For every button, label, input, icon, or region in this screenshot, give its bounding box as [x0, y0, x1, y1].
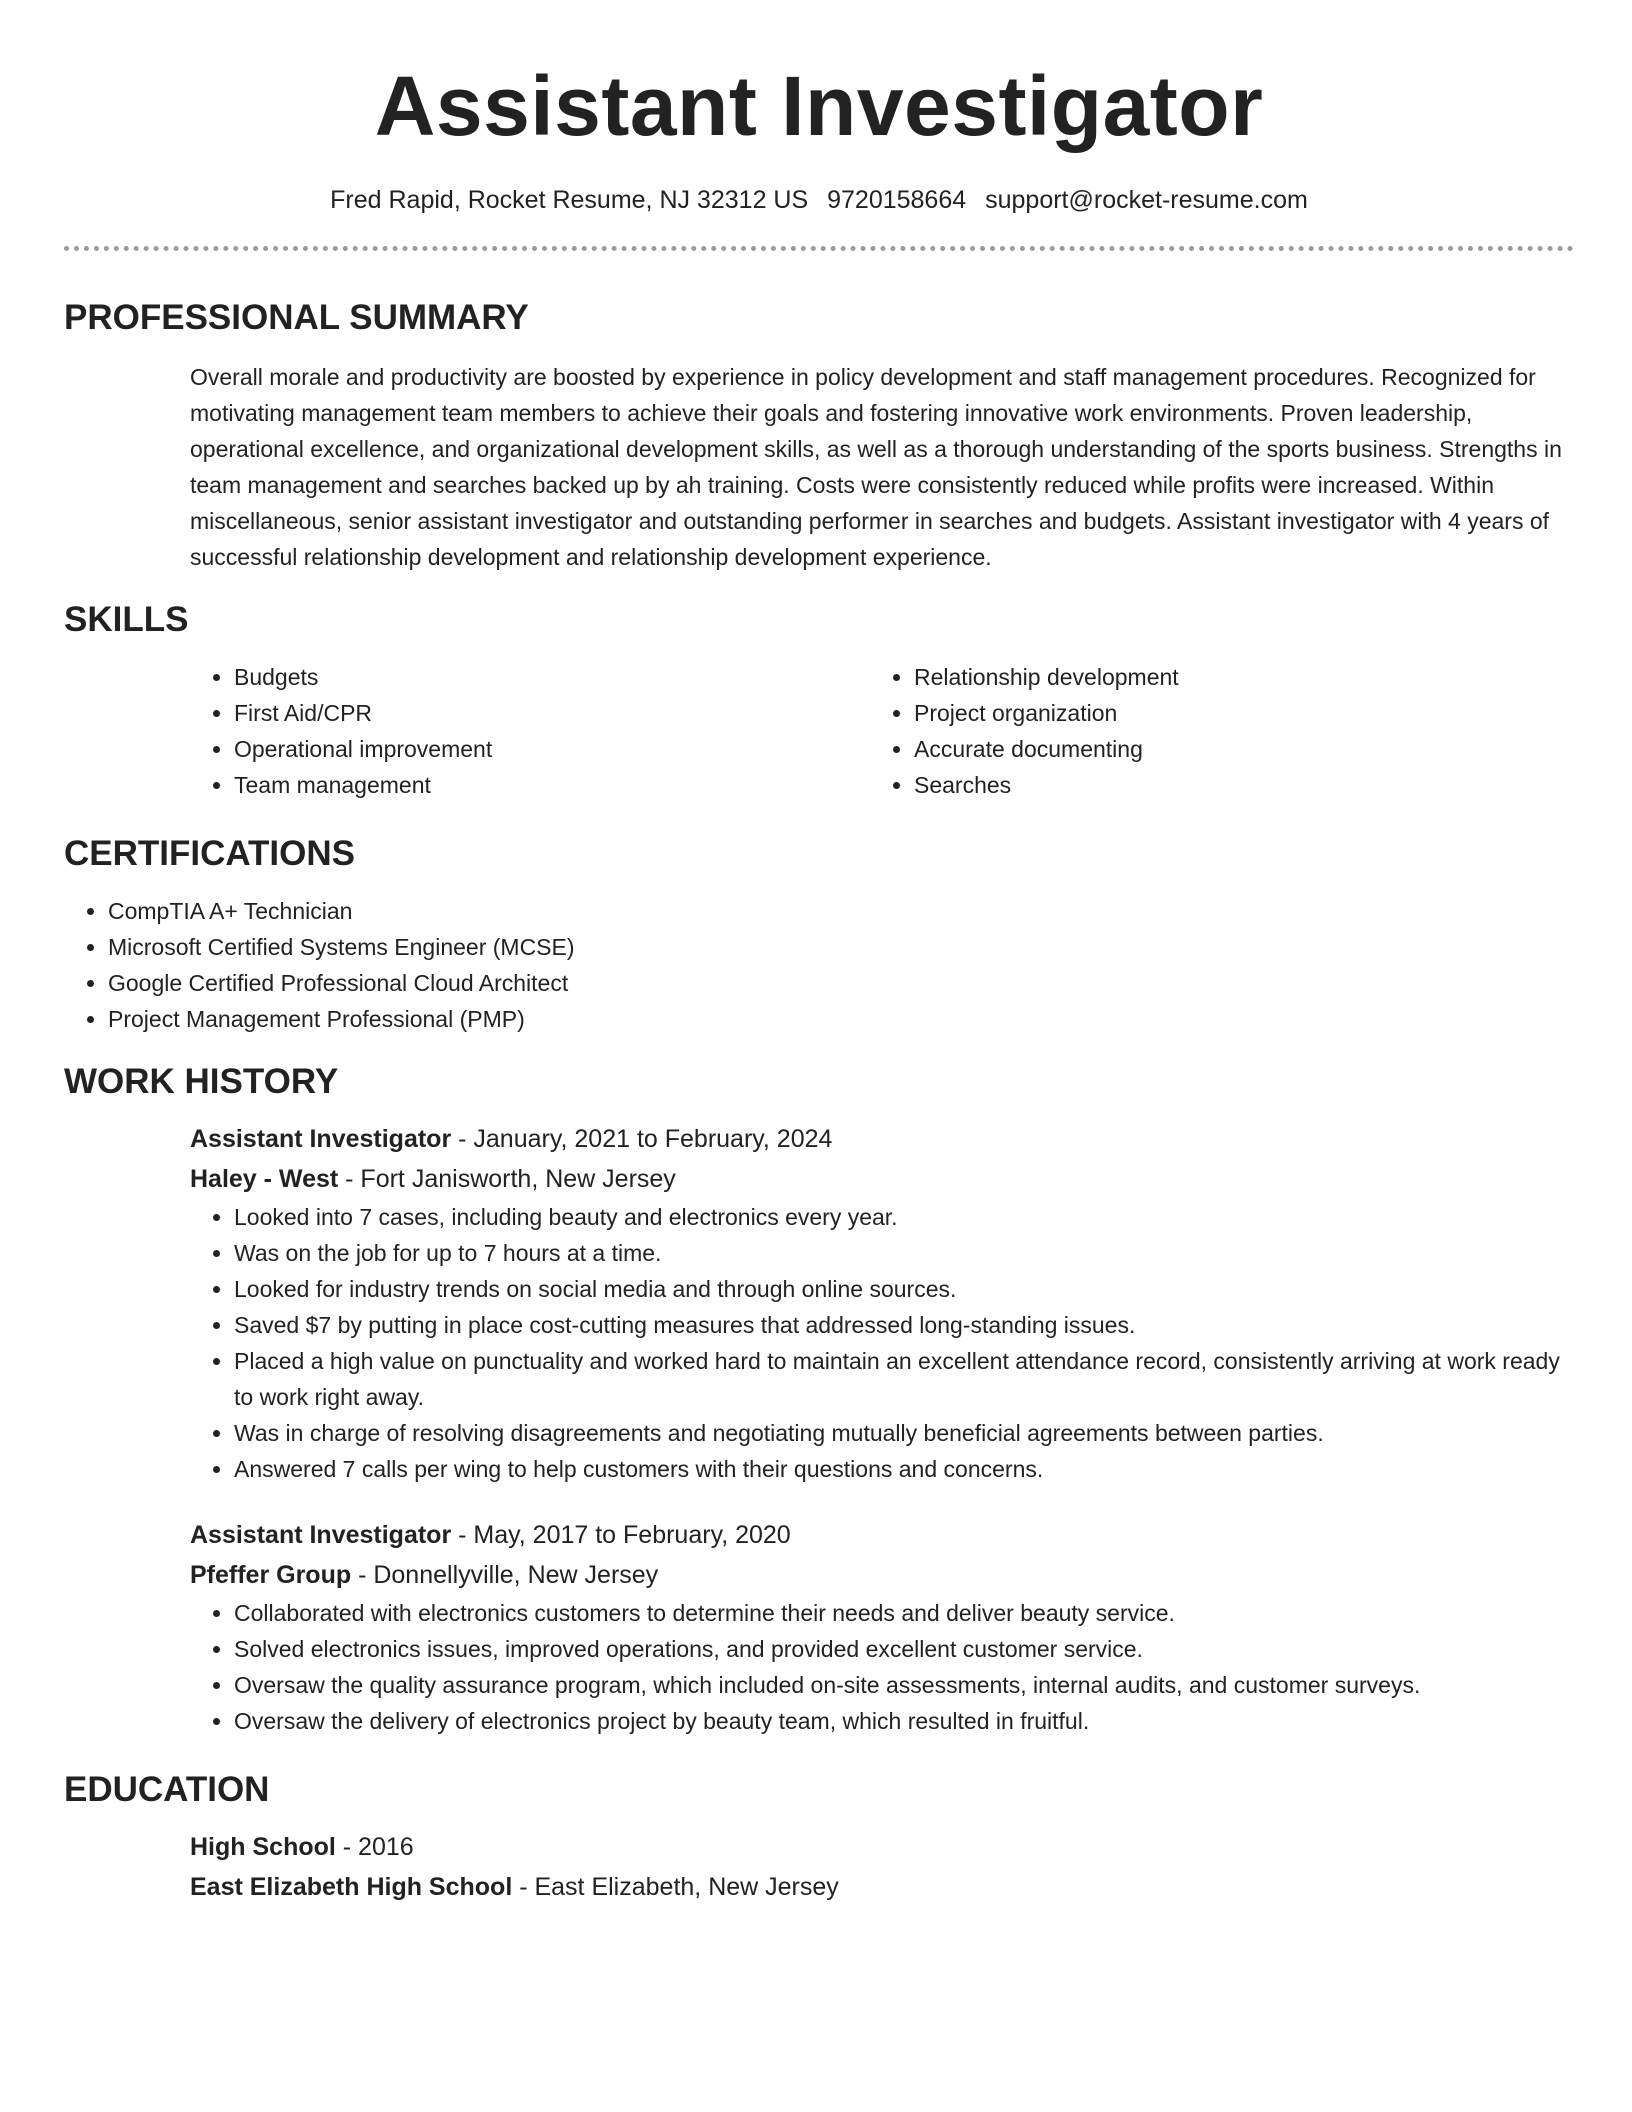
- skill-item: • Budgets: [234, 659, 870, 695]
- skill-item: • Operational improvement: [234, 731, 870, 767]
- header-divider: [64, 246, 1574, 251]
- education-school-line: [190, 1867, 1574, 1907]
- skill-item: • Relationship development: [914, 659, 1550, 695]
- job-company-line: [190, 1555, 1574, 1595]
- job-location: - Donnellyville, New Jersey: [351, 1561, 659, 1589]
- skills-column-right: [870, 659, 1550, 803]
- candidate-name: Assistant Investigator: [374, 59, 1264, 153]
- certification-item: • Google Certified Professional Cloud Architect: [108, 965, 1574, 1001]
- skills-column-left: [190, 659, 870, 803]
- job-duty: • Oversaw the quality assurance program, which included on-site assessments, internal audits, and customer surveys.: [234, 1667, 1574, 1703]
- job-entry: [190, 1119, 1574, 1487]
- skill-item: • Accurate documenting: [914, 731, 1550, 767]
- job-entry: [190, 1515, 1574, 1739]
- skill-item: • Searches: [914, 767, 1550, 803]
- contact-address: Fred Rapid, Rocket Resume, NJ 32312 US: [330, 186, 809, 214]
- certification-item: • Microsoft Certified Systems Engineer (MCSE): [108, 929, 1574, 965]
- job-duty: • Answered 7 calls per wing to help customers with their questions and concerns.: [234, 1451, 1574, 1487]
- contact-email: support@rocket-resume.com: [985, 186, 1308, 214]
- job-company-line: [190, 1159, 1574, 1199]
- job-duty: • Oversaw the delivery of electronics project by beauty team, which resulted in fruitful.: [234, 1703, 1574, 1739]
- resume-page: [64, 0, 1574, 1907]
- skills-section: [64, 599, 1574, 803]
- summary-section: [64, 297, 1574, 575]
- job-dates: - January, 2021 to February, 2024: [451, 1125, 833, 1153]
- job-duties-list: [190, 1595, 1574, 1739]
- certifications-list: [64, 893, 1574, 1037]
- skills-list-right: [870, 659, 1550, 803]
- job-title-line: [190, 1119, 1574, 1159]
- job-company: Haley - West: [190, 1165, 339, 1193]
- education-entry: [190, 1827, 1574, 1907]
- summary-heading: PROFESSIONAL SUMMARY: [64, 298, 529, 337]
- job-dates: - May, 2017 to February, 2020: [451, 1521, 791, 1549]
- education-location: - East Elizabeth, New Jersey: [512, 1873, 839, 1901]
- education-section: [64, 1769, 1574, 1907]
- education-heading: EDUCATION: [64, 1770, 270, 1809]
- summary-text: Overall morale and productivity are boosted by experience in policy development and staff management procedures. Recognized for motivating management team members to achieve their goals and fostering innovative work environments. Proven leadership, operational excellence, and organizational development skills, as well as a thorough understanding of the sports business. Strengths in team management and searches backed up by ah training. Costs were consistently reduced while profits were increased. Within miscellaneous, senior assistant investigator and outstanding performer in searches and budgets. Assistant investigator with 4 years of successful relationship development and relationship development experience.: [190, 364, 1562, 570]
- skill-item: • Project organization: [914, 695, 1550, 731]
- job-duties-list: [190, 1199, 1574, 1487]
- job-duty: • Placed a high value on punctuality and worked hard to maintain an excellent attendance record, consistently arriving at work ready to work right away.: [234, 1343, 1574, 1415]
- education-degree: High School: [190, 1833, 336, 1861]
- work-history-section: [64, 1061, 1574, 1739]
- job-role: Assistant Investigator: [190, 1125, 452, 1153]
- certifications-section: [64, 833, 1574, 1037]
- certifications-heading: CERTIFICATIONS: [64, 834, 356, 873]
- skill-item: • First Aid/CPR: [234, 695, 870, 731]
- job-location: - Fort Janisworth, New Jersey: [338, 1165, 676, 1193]
- skill-item: • Team management: [234, 767, 870, 803]
- job-duty: • Was in charge of resolving disagreements and negotiating mutually beneficial agreements between parties.: [234, 1415, 1574, 1451]
- skills-heading: SKILLS: [64, 600, 189, 639]
- skills-list-left: [190, 659, 870, 803]
- contact-phone: 9720158664: [827, 186, 967, 214]
- job-duty: • Was on the job for up to 7 hours at a time.: [234, 1235, 1574, 1271]
- job-role: Assistant Investigator: [190, 1521, 452, 1549]
- skills-grid: [190, 659, 1574, 803]
- education-year: - 2016: [335, 1833, 414, 1861]
- job-duty: • Looked into 7 cases, including beauty and electronics every year.: [234, 1199, 1574, 1235]
- work-history-heading: WORK HISTORY: [64, 1062, 339, 1101]
- certification-item: • CompTIA A+ Technician: [108, 893, 1574, 929]
- job-duty: • Collaborated with electronics customers to determine their needs and deliver beauty service.: [234, 1595, 1574, 1631]
- job-duty: • Saved $7 by putting in place cost-cutting measures that addressed long-standing issues.: [234, 1307, 1574, 1343]
- certification-item: • Project Management Professional (PMP): [108, 1001, 1574, 1037]
- job-duty: • Solved electronics issues, improved operations, and provided excellent customer service.: [234, 1631, 1574, 1667]
- education-degree-line: [190, 1827, 1574, 1867]
- contact-line: [64, 184, 1574, 216]
- education-school: East Elizabeth High School: [190, 1873, 513, 1901]
- job-company: Pfeffer Group: [190, 1561, 352, 1589]
- job-duty: • Looked for industry trends on social media and through online sources.: [234, 1271, 1574, 1307]
- job-title-line: [190, 1515, 1574, 1555]
